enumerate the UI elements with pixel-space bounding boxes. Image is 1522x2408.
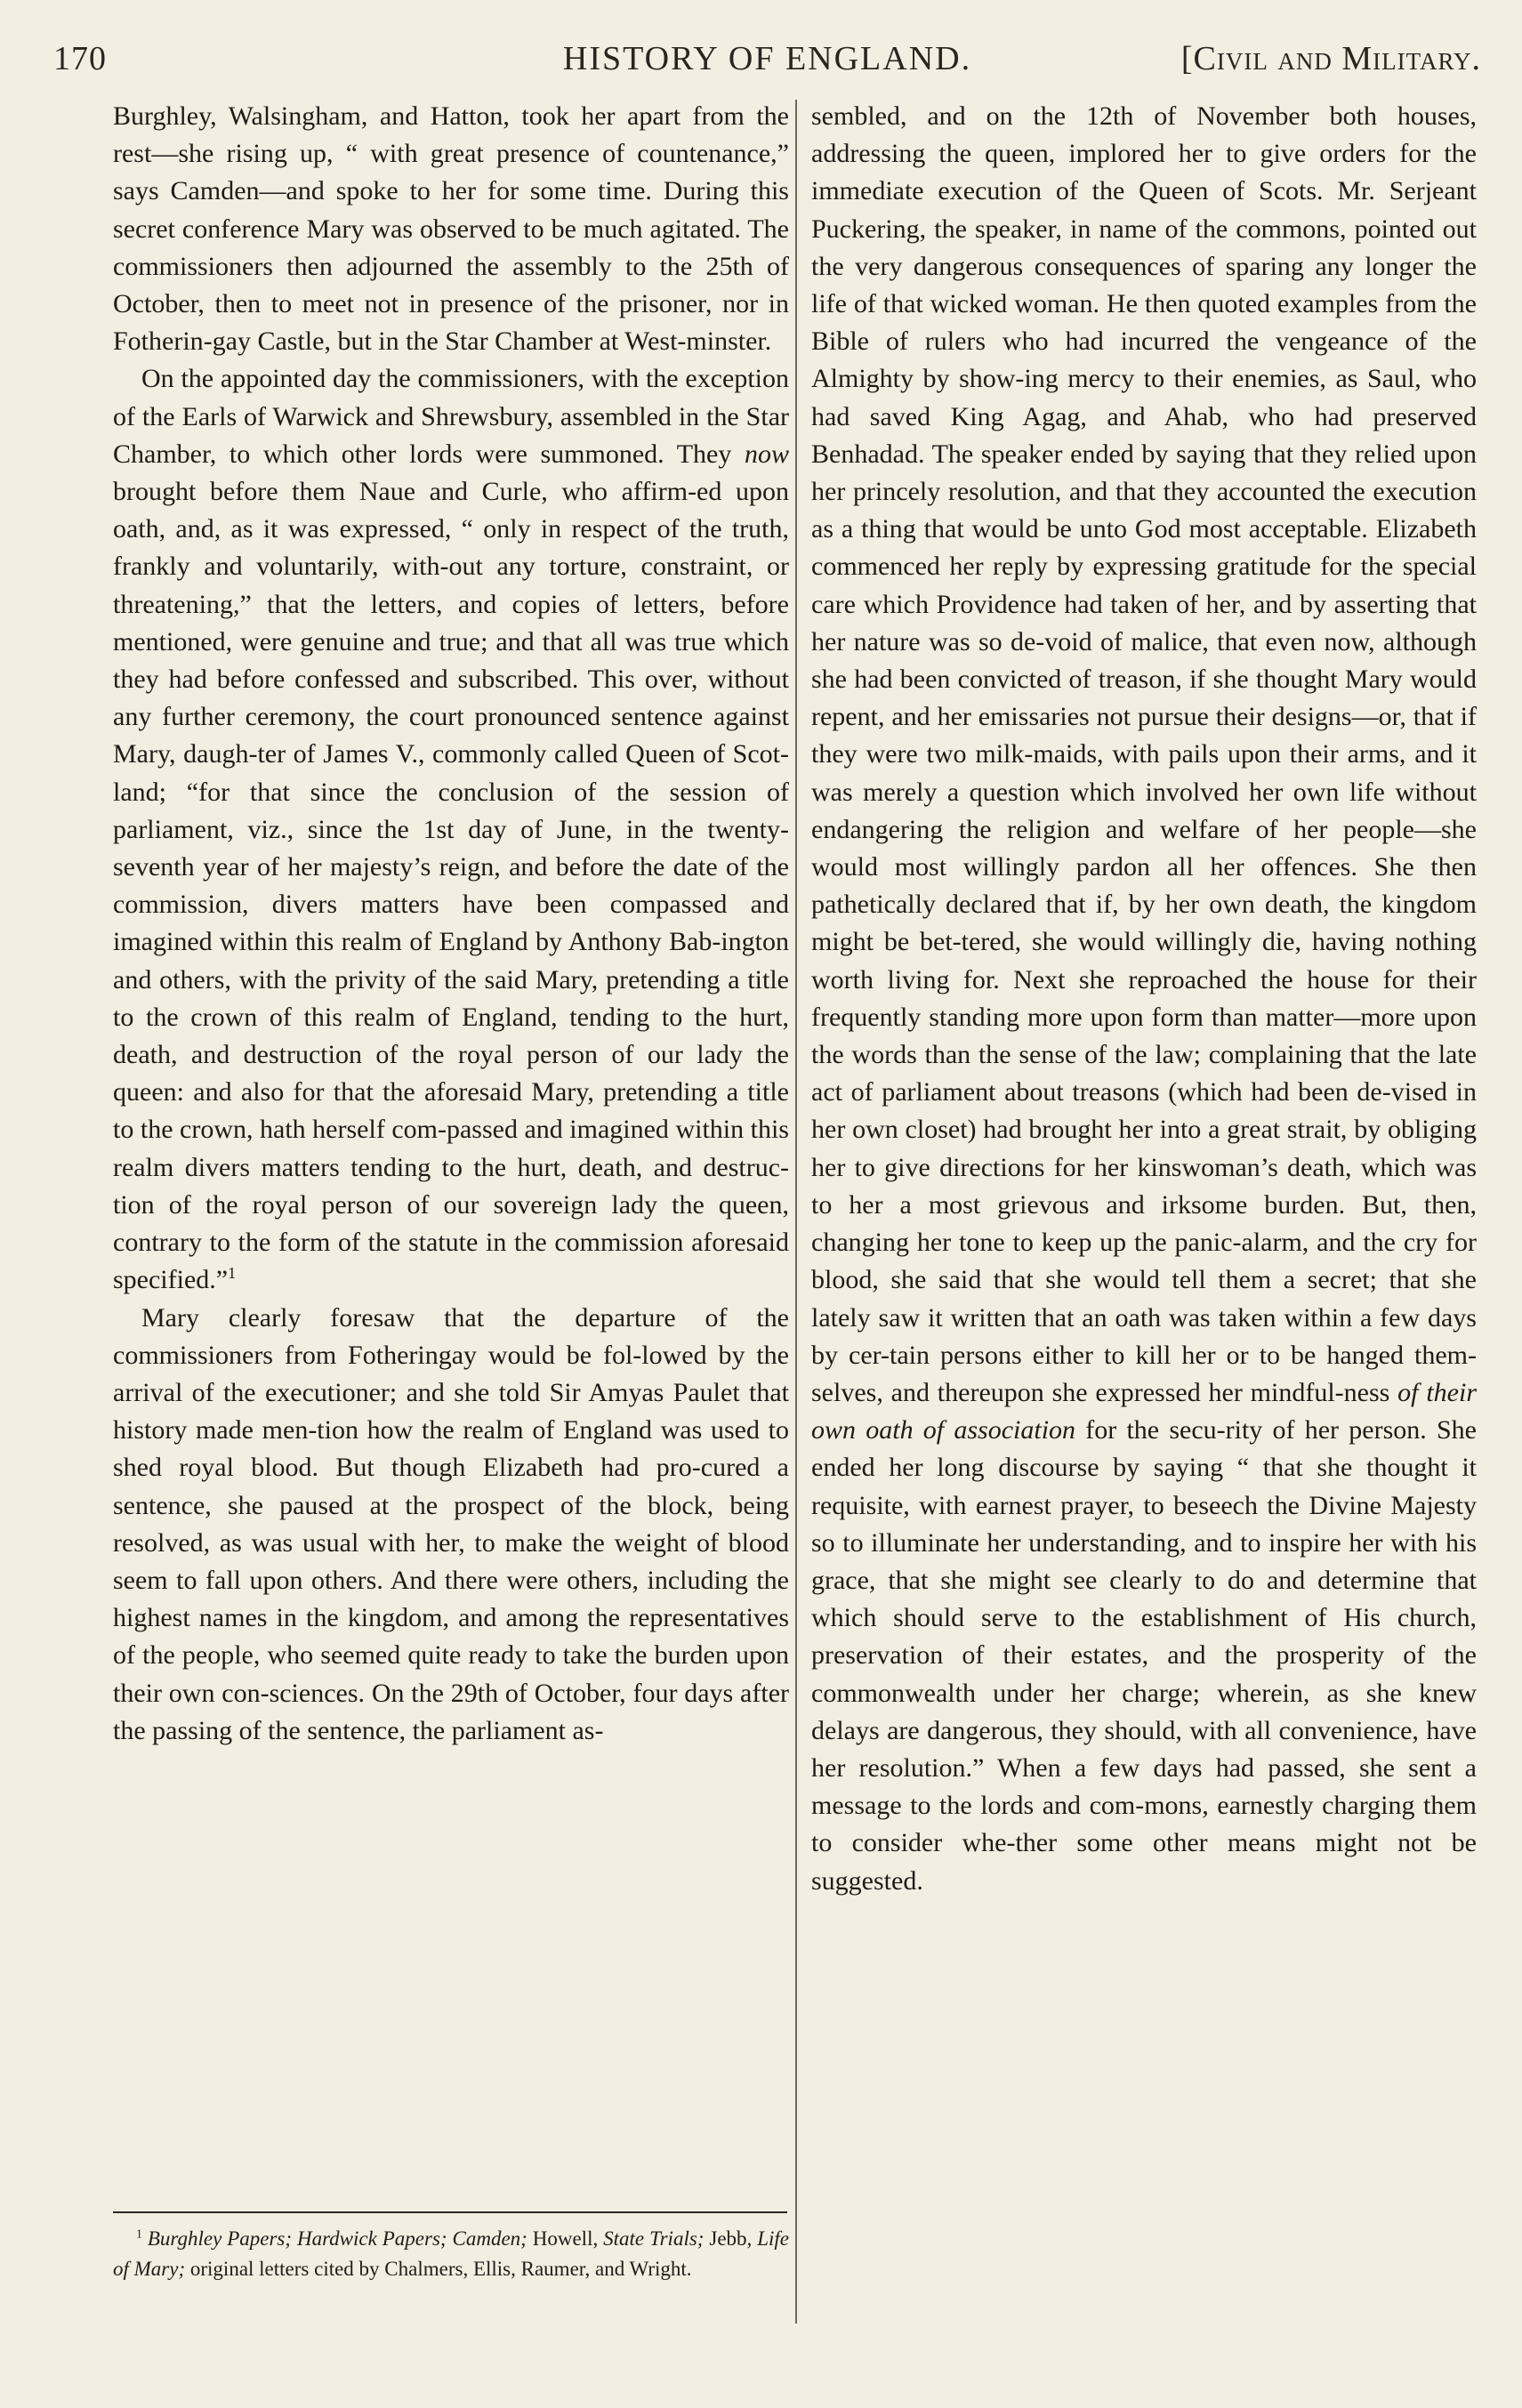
paragraph bbox=[811, 98, 1477, 1900]
text-run: Jebb, bbox=[704, 2227, 758, 2250]
text-run: Howell, bbox=[527, 2227, 604, 2250]
page-number: 170 bbox=[53, 40, 107, 77]
text-run: original letters cited by Chalmers, Ellis, Raumer, and Wright. bbox=[185, 2258, 692, 2280]
italic-text: now bbox=[744, 439, 789, 469]
text-run: sembled, and on the 12th of November both houses, addressing the queen, implored her to give orders for the immediate execution of the Queen of Scots. Mr. Serjeant Puckering, the speaker, in name of the commons, pointed out the very dangerous consequences of sparing any longer the life of that wicked woman. He then quoted examples from the Bible of rulers who had incurred the vengeance of the Almighty by show-ing mercy to their enemies, as Saul, who had saved King Agag, and Ahab, who had preserved Benhadad. The speaker ended by saying that they relied upon her princely resolution, and that they accounted the execution as a thing that would be unto God most acceptable. Elizabeth commenced her reply by expressing gratitude for the special care which Providence had taken of her, and by asserting that her nature was so de-void of malice, that even now, although she had been convicted of treason, if she thought Mary would repent, and her emissaries not pursue their designs—or, that if they were two milk-maids, with pails upon their arms, and it was merely a question which involved her own life without endangering the religion and welfare of her people—she would most willingly pardon all her offences. She then pathetically declared that if, by her own death, the kingdom might be bet-tered, she would willingly die, having nothing worth living for. Next she reproached the house for their frequently standing more upon form than matter—more upon the words than the sense of the law; complaining that the late act of parliament about treasons (which had been de-vised in her own closet) had brought her into a great strait, by obliging her to give directions for her kinswoman’s death, which was to her a most grievous and irksome burden. But, then, changing her tone to keep up the panic-alarm, and the cry for blood, she said that she would tell them a secret; that she lately saw it written that an oath was taken within a few days by cer-tain persons either to kill her or to be hanged them-selves, and thereupon she expressed her mindful-ness bbox=[811, 101, 1477, 1407]
paragraph bbox=[113, 360, 789, 1299]
right-column bbox=[811, 98, 1477, 1900]
footnote-marker: 1 bbox=[136, 2227, 142, 2241]
column-divider bbox=[795, 100, 797, 2323]
italic-text: Burghley Papers; Hardwick Papers; Camden; bbox=[147, 2227, 527, 2250]
running-header bbox=[53, 32, 1481, 85]
italic-text: Life of Mary; bbox=[113, 2227, 790, 2280]
italic-text: State Trials; bbox=[603, 2227, 705, 2250]
text-run: for the secu-rity of her person. She ended her long discourse by saying “ that she thought it requisite, with earnest prayer, to beseech the Divine Majesty so to illuminate her understanding, and to inspire her with his grace, that she might see clearly to do and determine that which should serve to the establishment of His church, preservation of their estates, and the prosperity of the commonwealth under her charge; wherein, as she knew delays are dangerous, they should, with all convenience, have her resolution.” When a few days had passed, she sent a message to the lords and com-mons, earnestly charging them to consider whe-ther some other means might not be suggested. bbox=[811, 1415, 1477, 1896]
italic-text: of their own oath of association bbox=[811, 1377, 1478, 1446]
book-title: HISTORY OF ENGLAND. bbox=[562, 40, 972, 77]
paragraph: Mary clearly foresaw that the departure of the commissioners from Fotheringay would be fol-lowed by the arrival of the executioner; and she told Sir Amyas Paulet that history made men-tion how the realm of England was used to shed royal blood. But though Elizabeth had pro-cured a sentence, she paused at the prospect of the block, being resolved, as was usual with her, to make the weight of blood seem to fall upon others. And there were others, including the highest names in the kingdom, and among the representatives of the people, who seemed quite ready to take the burden upon their own con-sciences. On the 29th of October, four days after the passing of the sentence, the parliament as- bbox=[113, 1302, 789, 1745]
section-title: [Civil and Military. bbox=[1180, 40, 1481, 77]
footnote-divider bbox=[113, 2211, 787, 2213]
text-run: On the appointed day the commissioners, with the exception of the Earls of Warwick and Shrewsbury, assembled in the Star Chamber, to which other lords were summoned. They bbox=[113, 364, 789, 469]
text-run: brought before them Naue and Curle, who affirm-ed upon oath, and, as it was expressed, “ only in respect of the truth, frankly and voluntarily, with-out any torture, constraint, or threatening,” that the letters, and copies of letters, before mentioned, were genuine and true; and that all was true which they had before confessed and subscribed. This over, without any further ceremony, the court pronounced sentence against Mary, daugh-ter of James V., commonly called Queen of Scot-land; “for that since the conclusion of the session of parliament, viz., since the 1st day of June, in the twenty-seventh year of her majesty’s reign, and before the date of the commission, divers matters have been compassed and imagined within this realm of England by Anthony Bab-ington and others, with the privity of the said Mary, pretending a title to the crown of this realm of England, tending to the hurt, death, and destruction of the royal person of our lady the queen: and also for that the aforesaid Mary, pretending a title to the crown, hath herself com-passed and imagined within this realm divers matters tending to the hurt, death, and destruc-tion of the royal person of our sovereign lady the queen, contrary to the form of the statute in the commission aforesaid specified.” bbox=[113, 477, 789, 1295]
footnote-ref: 1 bbox=[228, 1264, 237, 1283]
footnote-text bbox=[113, 2224, 789, 2284]
footnote bbox=[113, 2224, 789, 2284]
paragraph: Burghley, Walsingham, and Hatton, took her apart from the rest—she rising up, “ with great presence of countenance,” says Camden—and spoke to her for some time. During this secret conference Mary was observed to be much agitated. The commissioners then adjourned the assembly to the 25th of October, then to meet not in presence of the prisoner, nor in Fotherin-gay Castle, but in the Star Chamber at West-minster. bbox=[113, 101, 789, 357]
left-column bbox=[113, 98, 789, 1750]
